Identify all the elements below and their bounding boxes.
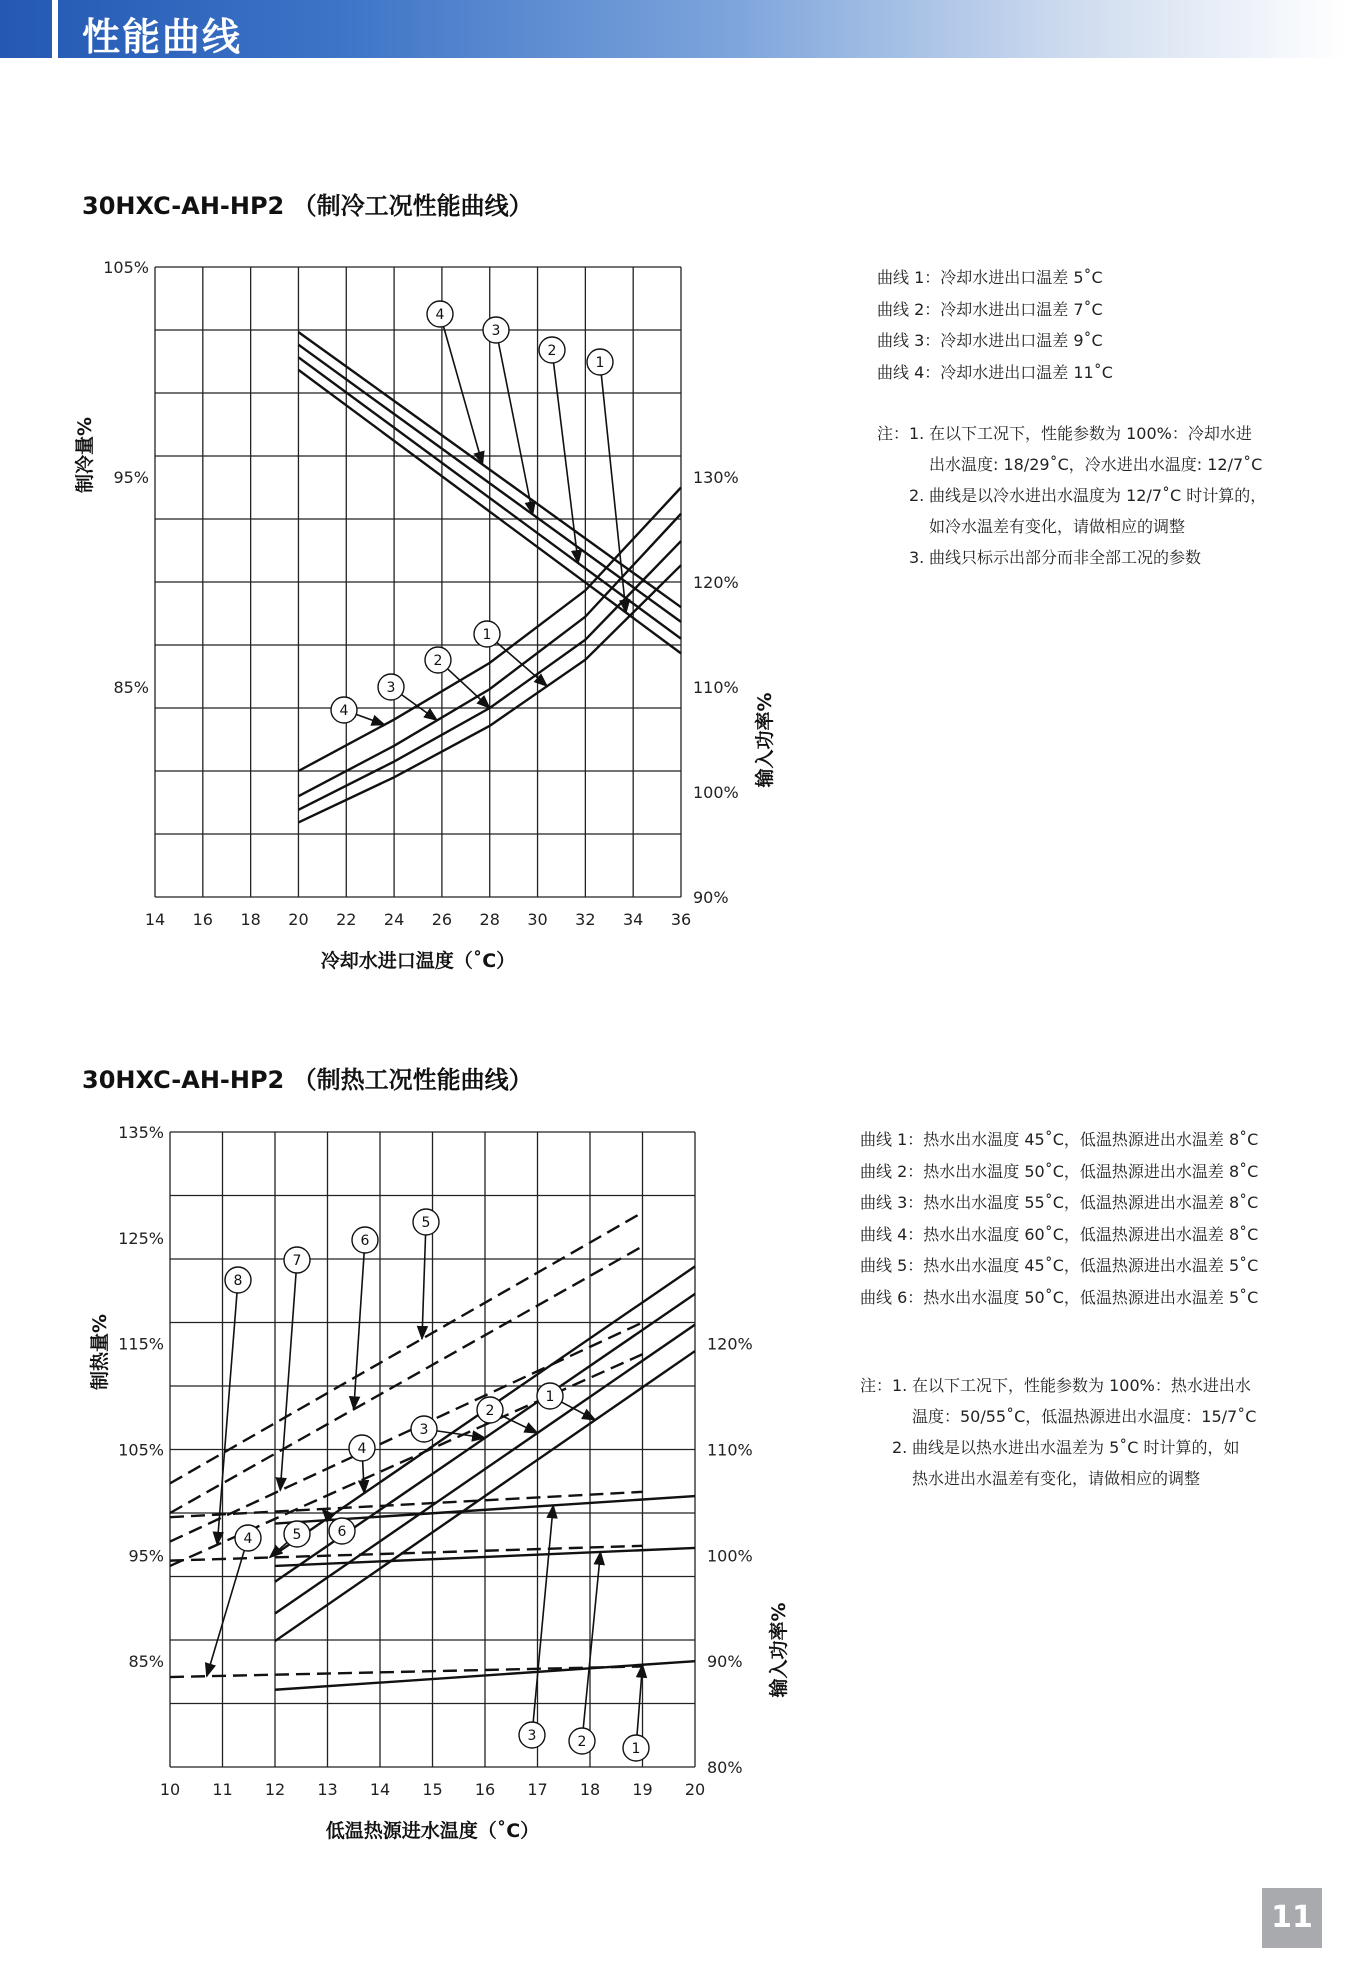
y-left-tick-label: 105% <box>103 258 149 277</box>
callout-label: 2 <box>485 1403 495 1419</box>
note-text: 在以下工况下，性能参数为 100%：冷却水进 <box>929 424 1252 443</box>
legend-item: 曲线 3：热水出水温度 55˚C，低温热源进出水温差 8˚C <box>860 1193 1259 1212</box>
x-tick-label: 14 <box>144 910 166 929</box>
page-title: 性能曲线 <box>82 15 243 59</box>
callout-arrow <box>444 327 483 465</box>
callout-label: 1 <box>545 1389 555 1405</box>
cooling-section-title: 30HXC-AH-HP2 （制冷工况性能曲线） <box>82 192 533 220</box>
heating-performance-chart <box>0 1110 820 1850</box>
callout-arrow <box>502 1416 538 1433</box>
callout-label: 1 <box>482 627 492 643</box>
note-text: 在以下工况下，性能参数为 100%：热水进出水 <box>912 1376 1251 1395</box>
y-left-axis-title: 制冷量% <box>74 416 96 494</box>
note-prefix: 注： <box>860 1376 893 1395</box>
callout-label: 4 <box>243 1531 253 1547</box>
callout-label: 3 <box>491 323 501 339</box>
y-left-tick-label: 135% <box>118 1123 164 1142</box>
callout-arrow <box>637 1665 642 1735</box>
x-tick-label: 17 <box>527 1780 548 1799</box>
callout-arrow <box>280 1273 296 1490</box>
callout-arrow <box>497 643 547 687</box>
note-number: 3. <box>909 548 925 567</box>
callout-label: 5 <box>421 1215 431 1231</box>
legend-item: 曲线 3：冷却水进出口温差 9˚C <box>877 331 1103 350</box>
note-text: 曲线是以热水进出水温差为 5˚C 时计算的，如 <box>912 1438 1240 1457</box>
x-tick-label: 12 <box>264 1780 286 1799</box>
x-tick-label: 16 <box>192 910 213 929</box>
y-left-tick-label: 95% <box>113 468 149 487</box>
note-number: 2. <box>892 1438 908 1457</box>
x-tick-label: 22 <box>336 910 357 929</box>
y-right-tick-label: 110% <box>693 678 739 697</box>
x-tick-label: 14 <box>369 1780 391 1799</box>
note-text: 温度：50/55˚C，低温热源进出水温度：15/7˚C <box>912 1407 1257 1426</box>
y-right-tick-label: 90% <box>693 888 729 907</box>
legend-item: 曲线 4：热水出水温度 60˚C，低温热源进出水温差 8˚C <box>860 1224 1259 1244</box>
callout-label: 4 <box>435 307 445 323</box>
header-banner <box>0 0 1345 58</box>
callout-arrow <box>356 714 384 724</box>
callout-label: 2 <box>577 1734 587 1750</box>
note-text: 曲线是以冷水进出水温度为 12/7˚C 时计算的， <box>929 486 1267 505</box>
x-tick-label: 16 <box>474 1780 496 1799</box>
note-text: 如冷水温差有变化，请做相应的调整 <box>929 517 1186 536</box>
y-right-tick-label: 130% <box>693 468 739 487</box>
note-text: 出水温度: 18/29˚C，冷水进出水温度: 12/7˚C <box>929 455 1263 474</box>
callout-arrow <box>270 1542 287 1557</box>
capacity-curve-5 <box>170 1212 643 1483</box>
capacity-curve-7 <box>170 1323 643 1542</box>
x-tick-label: 20 <box>288 910 309 929</box>
heating-section-title: 30HXC-AH-HP2 （制热工况性能曲线） <box>82 1066 533 1094</box>
x-tick-label: 24 <box>383 910 405 929</box>
callout-label: 3 <box>527 1728 537 1744</box>
x-tick-label: 15 <box>422 1780 443 1799</box>
note-number: 2. <box>909 486 925 505</box>
x-tick-label: 20 <box>684 1780 706 1799</box>
x-axis-title: 低温热源进水温度（˚C） <box>325 1820 540 1842</box>
note-number: 1. <box>909 424 925 443</box>
y-right-tick-label: 100% <box>707 1546 753 1566</box>
y-left-tick-label: 115% <box>118 1334 164 1354</box>
y-left-tick-label: 105% <box>118 1440 164 1460</box>
x-tick-label: 32 <box>575 910 596 929</box>
callout-label: 2 <box>433 653 443 669</box>
power-curve-4 <box>170 1666 643 1677</box>
x-tick-label: 36 <box>670 910 692 929</box>
y-right-axis-title: 输入功率% <box>768 1602 790 1698</box>
x-tick-label: 28 <box>479 910 500 929</box>
note-text: 热水进出水温差有变化，请做相应的调整 <box>912 1469 1201 1488</box>
callout-label: 7 <box>292 1253 302 1269</box>
legend-item: 曲线 6：热水出水温度 50˚C，低温热源进出水温差 5˚C <box>860 1287 1259 1307</box>
callout-arrow <box>363 1461 365 1493</box>
legend-item: 曲线 1：热水出水温度 45˚C，低温热源进出水温差 8˚C <box>860 1130 1259 1149</box>
x-tick-label: 26 <box>431 910 453 929</box>
y-right-tick-label: 110% <box>707 1440 753 1460</box>
y-left-tick-label: 85% <box>128 1652 164 1672</box>
callout-label: 6 <box>337 1524 347 1540</box>
legend-item: 曲线 4：冷却水进出口温差 11˚C <box>877 362 1113 382</box>
y-left-tick-label: 95% <box>128 1546 164 1566</box>
y-right-tick-label: 80% <box>707 1758 743 1777</box>
callout-arrow <box>601 375 626 613</box>
y-left-axis-title: 制热量% <box>89 1313 111 1391</box>
x-tick-label: 19 <box>632 1780 653 1799</box>
cooling-legend <box>877 262 1113 388</box>
x-tick-label: 34 <box>623 910 644 929</box>
callout-label: 3 <box>419 1422 429 1438</box>
legend-item: 曲线 2：冷却水进出口温差 7˚C <box>877 299 1103 319</box>
note-number: 1. <box>892 1376 908 1395</box>
y-left-tick-label: 85% <box>113 678 149 697</box>
callout-arrow <box>422 1235 426 1339</box>
note-text: 曲线只标示出部分而非全部工况的参数 <box>929 548 1202 567</box>
x-tick-label: 11 <box>212 1780 233 1799</box>
callout-label: 4 <box>339 703 349 719</box>
note-prefix: 注： <box>877 424 910 443</box>
x-tick-label: 18 <box>240 910 261 929</box>
legend-item: 曲线 1：冷却水进出口温差 5˚C <box>877 268 1103 287</box>
y-right-tick-label: 90% <box>707 1652 743 1672</box>
y-right-axis-title: 输入功率% <box>754 692 776 788</box>
page-number: 11 <box>1262 1888 1322 1948</box>
header-accent-bar <box>52 0 58 58</box>
callout-label: 1 <box>595 355 605 371</box>
x-tick-label: 10 <box>159 1780 181 1799</box>
y-right-tick-label: 120% <box>693 573 739 592</box>
callout-label: 8 <box>233 1273 243 1289</box>
callout-label: 5 <box>292 1527 302 1543</box>
x-axis-title: 冷却水进口温度（˚C） <box>320 950 516 972</box>
legend-item: 曲线 2：热水出水温度 50˚C，低温热源进出水温差 8˚C <box>860 1161 1259 1181</box>
y-left-tick-label: 125% <box>118 1228 164 1248</box>
x-tick-label: 18 <box>579 1780 601 1799</box>
x-tick-label: 13 <box>317 1780 338 1799</box>
callout-arrow <box>207 1550 245 1676</box>
x-tick-label: 30 <box>527 910 548 929</box>
callout-arrow <box>533 1505 553 1722</box>
callout-arrow <box>217 1293 237 1545</box>
callout-label: 2 <box>547 343 557 359</box>
callout-label: 4 <box>357 1441 367 1457</box>
heating-legend <box>860 1124 1258 1313</box>
y-right-tick-label: 120% <box>707 1334 753 1354</box>
legend-item: 曲线 5：热水出水温度 45˚C，低温热源进出水温差 5˚C <box>860 1256 1259 1275</box>
cooling-performance-chart <box>0 240 820 1000</box>
callout-label: 1 <box>631 1741 641 1757</box>
callout-label: 3 <box>386 680 396 696</box>
y-right-tick-label: 100% <box>693 783 739 802</box>
callout-label: 6 <box>360 1233 370 1249</box>
